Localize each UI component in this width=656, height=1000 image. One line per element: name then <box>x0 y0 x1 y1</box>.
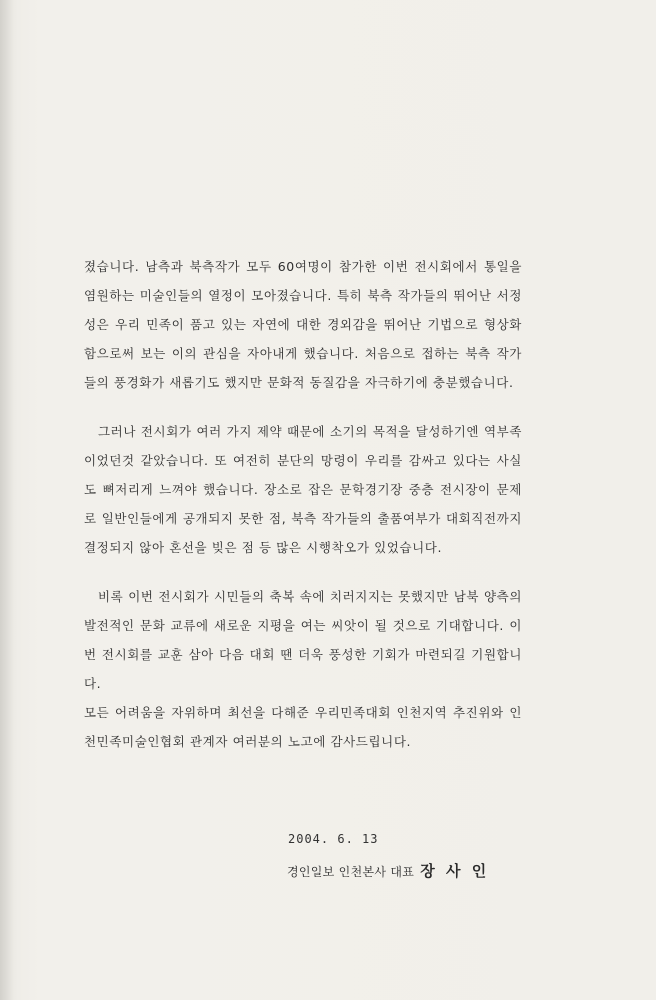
signature-name: 장 사 인 <box>420 862 490 880</box>
signature-block <box>287 860 489 881</box>
paragraph-1: 졌습니다. 남측과 북측작가 모두 60여명이 참가한 이번 전시회에서 통일을 염원하는 미술인들의 열정이 모아졌습니다. 특히 북측 작가들의 뛰어난 서정성은 우리 민족이 품고 있는 자연에 대한 경외감을 뛰어난 기법으로 형상화함으로써 보는 이의 관심을 자아내게 했습니다. 처음으로 접하는 북측 작가들의 풍경화가 새롭기도 했지만 문화적 동질감을 자극하기에 충분했습니다. <box>84 259 522 390</box>
paragraph-2: 그러나 전시회가 여러 가지 제약 때문에 소기의 목적을 달성하기엔 역부족이었던것 같았습니다. 또 여전히 분단의 망령이 우리를 감싸고 있다는 사실도 뼈저리게 느껴야 했습니다. 장소로 잡은 문학경기장 중층 전시장이 문제로 일반인들에게 공개되지 못한 점, 북측 작가들의 출품여부가 대회직전까지 결정되지 않아 혼선을 빚은 점 등 많은 시행착오가 있었습니다. <box>84 424 522 555</box>
paragraph-3: 비록 이번 전시회가 시민들의 축복 속에 치러지지는 못했지만 남북 양측의 발전적인 문화 교류에 새로운 지평을 여는 씨앗이 될 것으로 기대합니다. 이번 전시회를 교훈 삼아 다음 대회 땐 더욱 풍성한 기회가 마련되길 기원합니다. <box>84 589 522 691</box>
letter-body <box>84 252 522 756</box>
page-gutter-shadow <box>0 0 14 1000</box>
signature-title: 경인일보 인천본사 대표 <box>287 865 415 879</box>
letter-date: 2004. 6. 13 <box>288 832 379 846</box>
paragraph-4: 모든 어려움을 자위하며 최선을 다해준 우리민족대회 인천지역 추진위와 인천민족미술인협회 관계자 여러분의 노고에 감사드립니다. <box>84 705 522 749</box>
